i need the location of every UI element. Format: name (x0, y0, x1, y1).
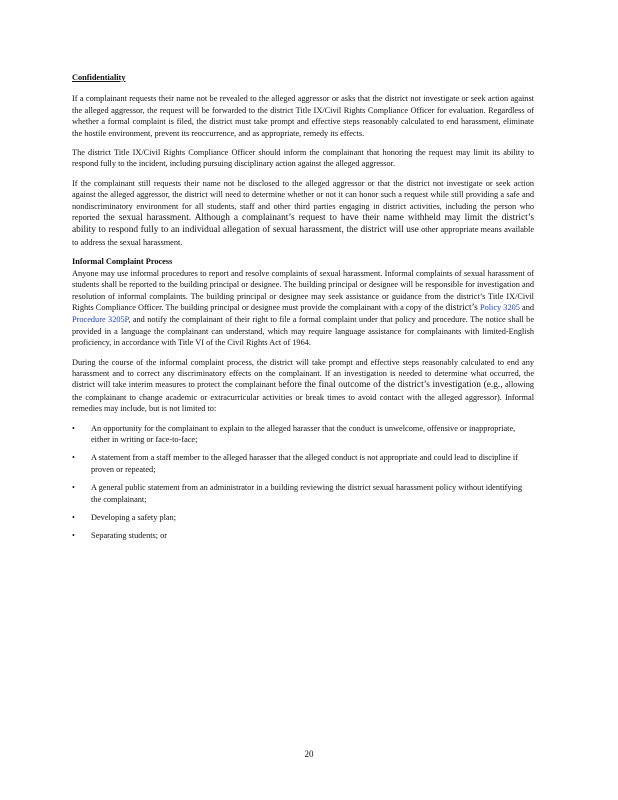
list-item (72, 482, 534, 505)
bullet-mark: • (72, 513, 75, 522)
informal-text-b: , and notify the complainant of their right to file a formal complaint under that policy and procedure. The notice shall be provided in a language the complainant can understand, which may require language assistance for complainants with limited-English proficiency, in accordance with Title VI of the Civil Rights Act of 1964. (72, 315, 535, 348)
list-item-text: Separating students; or (91, 531, 168, 541)
paragraph-3-large-text: the sexual harassment. Although a complainant’s request to have their name withheld may limit the district’s ability to respond fully to an individual allegation of sexual harassment, the district will use (72, 213, 534, 236)
page-number: 20 (304, 749, 314, 759)
informal-process-paragraph-1 (72, 268, 534, 349)
list-item (72, 512, 534, 523)
interim-large-text: efore the final outcome of the district’s investigation (e.g., (282, 380, 503, 391)
bullet-mark: • (72, 531, 75, 541)
informal-process-paragraph-2 (72, 357, 534, 415)
page-content (72, 72, 534, 549)
list-item (72, 423, 534, 446)
list-item-text: An opportunity for the complainant to explain to the alleged harasser that the conduct is unwelcome, offensive or inappropriate, either in writing or face-to-face; (91, 423, 516, 444)
and-word: and (522, 302, 535, 312)
interim-text-b: allowing the complainant to change academic or extracurricular activities or break times to avoid contact with the alleged aggressor). Informal remedies may include, but is not limited to: (72, 380, 535, 414)
policy-3205-link[interactable]: Policy 3205 (479, 302, 520, 312)
informal-remedies-list (72, 423, 534, 542)
informal-process-heading: Informal Complaint Process (72, 257, 173, 267)
list-item-text: A general public statement from an administrator in a building reviewing the district sexual harassment policy without identifying the complainant; (91, 483, 523, 504)
paragraph-3-tail: other appropriate means available to address the sexual harassment. (72, 225, 535, 247)
interim-text-a: During the course of the informal complaint process, the district will take prompt and effective steps reasonably calculated to end any harassment and to correct any discriminatory effects on the complainant. If an investigation is needed to determine what occurred, the district will take interim measures to protect the complainant b (72, 357, 534, 390)
list-item-text: Developing a safety plan; (91, 513, 177, 522)
bullet-mark: • (72, 483, 75, 493)
confidentiality-paragraph-1: If a complainant requests their name not be revealed to the alleged aggressor or asks that the district not investigate or seek action against the alleged aggressor, the request will be forwarded to the district Title IX/Civil Rights Compliance Officer for evaluation. Regardless of whether a formal complaint is filed, the district must take prompt and effective steps reasonably calculated to end harassment, eliminate the hostile environment, prevent its reoccurrence, and as appropriate, remedy its effects. (72, 94, 534, 138)
list-item (72, 452, 534, 475)
list-item-text: A statement from a staff member to the alleged harasser that the alleged conduct is not appropriate and could lead to discipline if proven or repeated; (91, 453, 518, 474)
confidentiality-heading: Confidentiality (72, 73, 126, 82)
confidentiality-paragraph-2: The district Title IX/Civil Rights Compliance Officer should inform the complainant that honoring the request may limit its ability to respond fully to the incident, including pursuing disciplinary action against the alleged aggressor. (72, 148, 534, 169)
confidentiality-paragraph-3 (72, 178, 534, 248)
informal-text-a: Anyone may use informal procedures to report and resolve complaints of sexual harassment. Informal complaints of sexual harassment of students shall be reported to the building principal or designee. The building principal or designee will be responsible for investigation and resolution of informal complaints. The building principal or designee may seek assistance or guidance from the district’s Title IX/Civil Rights Compliance Officer. The building principal or designee must provide the complainant with a copy of the (72, 268, 534, 312)
paragraph-3-text: If the complainant still requests their name not be disclosed to the alleged aggressor or that the district not investigate or seek action against the alleged aggressor, the district will need to determine whether or not it can honor such a request while still providing a safe and nondiscriminatory environment for all students, staff and other third parties engaging in district activities, including the person who reported (72, 178, 534, 223)
list-item (72, 530, 534, 541)
districts-word: district’s (445, 302, 478, 313)
procedure-3205p-link[interactable]: Procedure 3205P (72, 315, 129, 325)
bullet-mark: • (72, 453, 75, 463)
bullet-mark: • (72, 423, 75, 433)
